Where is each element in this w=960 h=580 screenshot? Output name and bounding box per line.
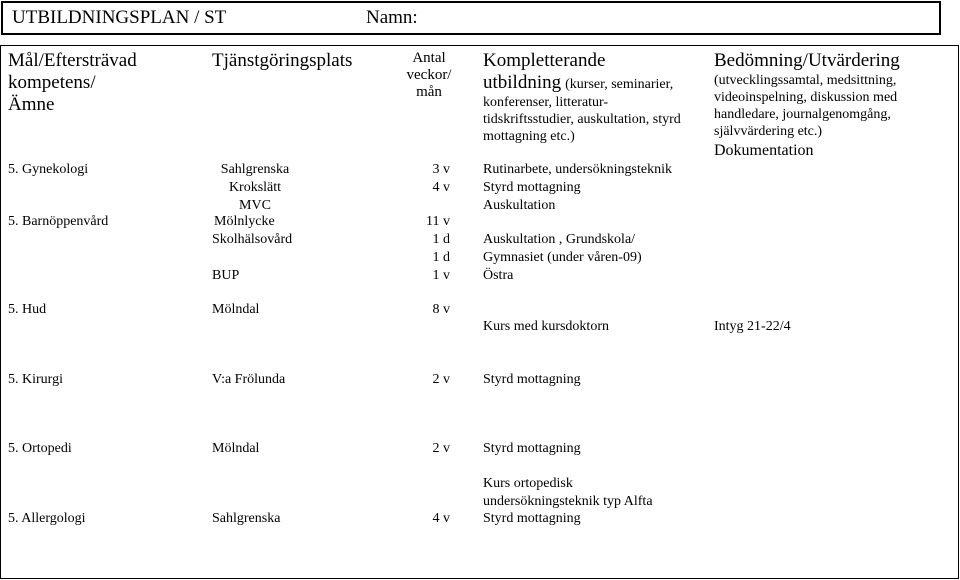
- header-weeks-line: veckor/: [406, 67, 452, 83]
- row-gyn-training: [483, 161, 672, 215]
- header-training-note: konferenser, litteratur-: [483, 95, 609, 110]
- row-hud-place: Mölndal: [212, 302, 260, 317]
- weeks: 1 d: [432, 232, 450, 247]
- header-subject-line: Ämne: [8, 94, 55, 115]
- course-line: Kurs ortopedisk: [483, 476, 573, 491]
- header-weeks: [404, 50, 454, 101]
- place: Krokslätt: [228, 180, 282, 195]
- row-kirurgi-weeks: 2 v: [432, 372, 450, 387]
- place: Mölnlycke: [214, 214, 275, 229]
- name-label: Namn:: [366, 7, 418, 28]
- header-subject-line: kompetens/: [8, 72, 96, 93]
- weeks: 11 v: [426, 214, 450, 229]
- weeks: 3 v: [432, 162, 450, 177]
- row-barn-training: [483, 231, 642, 285]
- place: BUP: [212, 268, 240, 283]
- training: Auskultation: [483, 198, 556, 213]
- row-barn-places: [212, 213, 312, 285]
- header-training-note: (kurser, seminarier,: [565, 77, 674, 92]
- row-ortopedi-subject: 5. Ortopedi: [8, 441, 72, 456]
- weeks: 1 d: [432, 250, 450, 265]
- row-gyn-subject: 5. Gynekologi: [8, 162, 89, 177]
- header-documentation: Dokumentation: [714, 142, 814, 159]
- header-weeks-line: Antal: [412, 50, 446, 66]
- header-subject-line: Mål/Eftersträvad: [8, 50, 137, 71]
- row-allergi-place: Sahlgrenska: [212, 511, 281, 526]
- place: MVC: [239, 198, 271, 213]
- training: Auskultation , Grundskola/: [483, 232, 636, 247]
- training: Rutinarbete, undersökningsteknik: [483, 162, 672, 177]
- header-training-note: tidskriftsstudier, auskultation, styrd: [483, 112, 681, 127]
- row-allergi-subject: 5. Allergologi: [8, 511, 86, 526]
- course-line: undersökningsteknik typ Alfta: [483, 494, 653, 509]
- document-title: UTBILDNINGSPLAN / ST: [12, 7, 227, 28]
- weeks: 1 v: [432, 268, 450, 283]
- place: Skolhälsovård: [212, 232, 293, 247]
- row-hud-weeks: 8 v: [432, 302, 450, 317]
- row-ortopedi-place: Mölndal: [212, 441, 260, 456]
- header-training-title-2: utbildning: [483, 72, 562, 93]
- row-barn-subject: 5. Barnöppenvård: [8, 214, 109, 229]
- header-training: [483, 50, 708, 145]
- place: Sahlgrenska: [220, 162, 290, 177]
- training: Styrd mottagning: [483, 180, 581, 195]
- row-allergi-training: Styrd mottagning: [483, 511, 581, 526]
- header-assessment-note: självvärdering etc.): [714, 124, 823, 139]
- row-hud-assessment: Intyg 21-22/4: [714, 319, 791, 334]
- header-assessment-note: handledare, journalgenomgång,: [714, 107, 891, 122]
- header-assessment-note: videoinspelning, diskussion med: [714, 90, 898, 105]
- header-assessment: [714, 50, 954, 162]
- header-assessment-title: Bedömning/Utvärdering: [714, 50, 900, 71]
- row-barn-weeks: [400, 213, 450, 285]
- header-training-line1: [483, 72, 708, 94]
- header-assessment-note: (utvecklingssamtal, medsittning,: [714, 73, 897, 88]
- row-kirurgi-place: V:a Frölunda: [212, 372, 286, 387]
- row-kirurgi-training: Styrd mottagning: [483, 372, 581, 387]
- header-weeks-line: mån: [416, 84, 442, 100]
- header-training-title: Kompletterande: [483, 50, 606, 71]
- row-gyn-weeks: [400, 161, 450, 197]
- training: Östra: [483, 268, 514, 283]
- header-subject: [8, 50, 137, 116]
- training: Gymnasiet (under våren-09): [483, 250, 642, 265]
- row-kirurgi-subject: 5. Kirurgi: [8, 372, 63, 387]
- row-hud-training: Kurs med kursdoktorn: [483, 319, 609, 334]
- row-ortopedi-training: Styrd mottagning: [483, 441, 581, 456]
- header-workplace: Tjänstgöringsplats: [212, 50, 353, 71]
- header-training-note: mottagning etc.): [483, 129, 575, 144]
- row-allergi-weeks: 4 v: [432, 511, 450, 526]
- row-ortopedi-course: [483, 475, 653, 511]
- weeks: 4 v: [432, 180, 450, 195]
- row-hud-subject: 5. Hud: [8, 302, 47, 317]
- row-gyn-places: [205, 161, 305, 215]
- row-ortopedi-weeks: 2 v: [432, 441, 450, 456]
